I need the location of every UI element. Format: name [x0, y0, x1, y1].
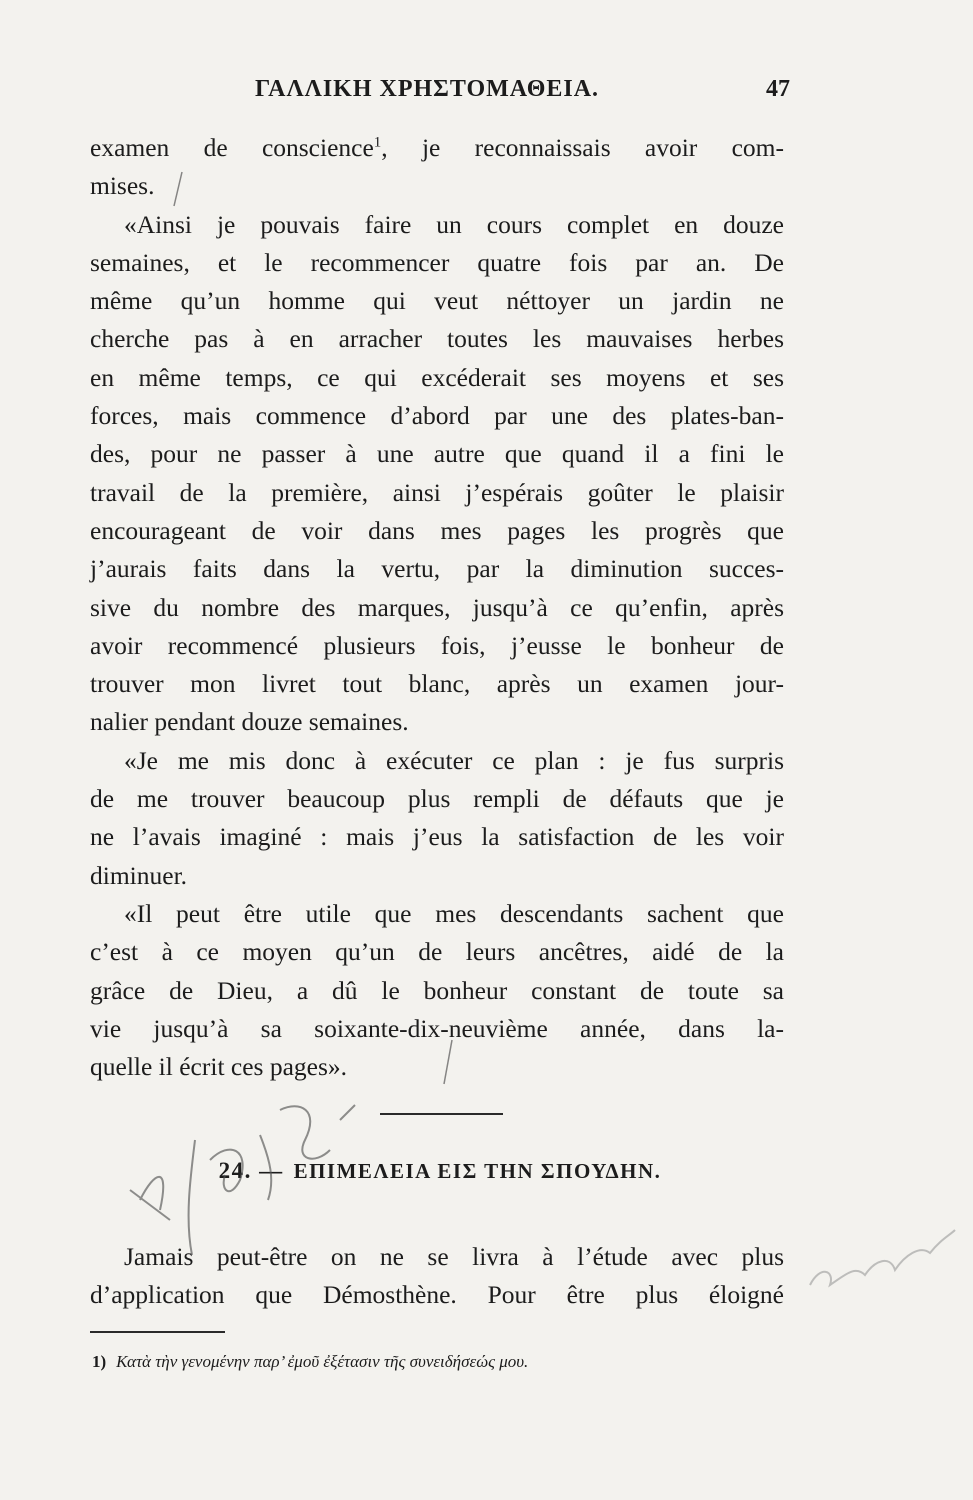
- pencil-mark: [438, 1038, 458, 1088]
- text-line: travail de la première, ainsi j’espérais goûter le plaisir: [90, 477, 784, 507]
- page-number: 47: [766, 76, 790, 102]
- text-line: quelle il écrit ces pages».: [90, 1052, 348, 1082]
- text-line: j’aurais faits dans la vertu, par la diminution succes-: [90, 554, 784, 584]
- text-line: Jamais peut-être on ne se livra à l’étude avec plus: [124, 1242, 784, 1271]
- section-divider: [380, 1113, 503, 1115]
- text-line: vie jusqu’à sa soixante-dix-neuvième année, dans la-: [90, 1013, 784, 1043]
- text-line: ne l’avais imaginé : mais j’eus la satisfaction de les voir: [90, 822, 784, 852]
- footnote-ref: 1: [373, 134, 382, 151]
- text-line: forces, mais commence d’abord par une des plates-ban-: [90, 401, 784, 431]
- text-line: avoir recommencé plusieurs fois, j’eusse le bonheur de: [90, 630, 784, 660]
- text-line: des, pour ne passer à une autre que quand il a fini le: [90, 439, 784, 469]
- handwritten-scribble: [100, 1080, 390, 1260]
- footnote-text: Κατὰ τὴν γενομένην παρ’ ἐμοῦ ἐξέτασιν τῆς συνειδήσεώς μου.: [116, 1352, 529, 1371]
- section-title: ΕΠΙΜΕΛΕΙΑ ΕΙΣ ΤΗΝ ΣΠΟΥΔΗΝ.: [293, 1159, 662, 1183]
- footnote: [92, 1352, 792, 1372]
- text-line: en même temps, ce qui excéderait ses moyens et ses: [90, 362, 784, 392]
- text-line: de me trouver beaucoup plus rempli de défauts que je: [90, 784, 784, 814]
- text-line: «Ainsi je pouvais faire un cours complet en douze: [124, 209, 784, 239]
- text-line: grâce de Dieu, a dû le bonheur constant de toute sa: [90, 975, 784, 1005]
- margin-scribble: [800, 1215, 960, 1305]
- section-number: 24. —: [218, 1158, 284, 1183]
- text-line: c’est à ce moyen qu’un de leurs ancêtres, aidé de la: [90, 937, 784, 967]
- running-title: ΓΑΛΛΙΚΗ ΧΡΗΣΤΟΜΑΘΕΙΑ.: [255, 76, 600, 102]
- text-line: sive du nombre des marques, jusqu’à ce qu’enfin, après: [90, 592, 784, 622]
- text-line: «Il peut être utile que mes descendants sachent que: [124, 898, 784, 928]
- pencil-mark: [168, 170, 188, 210]
- running-head: [90, 76, 790, 106]
- text-line: encourageant de voir dans mes pages les progrès que: [90, 515, 784, 545]
- text-line: cherche pas à en arracher toutes les mauvaises herbes: [90, 324, 784, 354]
- text-line: trouver mon livret tout blanc, après un examen jour-: [90, 669, 784, 699]
- text-line: même qu’un homme qui veut néttoyer un jardin ne: [90, 286, 784, 316]
- body-text: [90, 129, 784, 1086]
- text-line: «Je me mis donc à exécuter ce plan : je fus surpris: [124, 745, 784, 775]
- text-line: diminuer.: [90, 860, 188, 890]
- footnote-rule: [90, 1331, 225, 1333]
- text-line: examen de conscience$^1$, je reconnaissais avoir com-: [90, 133, 784, 162]
- text-line: d’application que Démosthène. Pour être plus éloigné: [90, 1280, 784, 1310]
- text-line: semaines, et le recommencer quatre fois par an. De: [90, 247, 784, 277]
- text-line: nalier pendant douze semaines.: [90, 707, 409, 737]
- text-line: mises.: [90, 171, 155, 201]
- footnote-mark: 1): [92, 1352, 107, 1371]
